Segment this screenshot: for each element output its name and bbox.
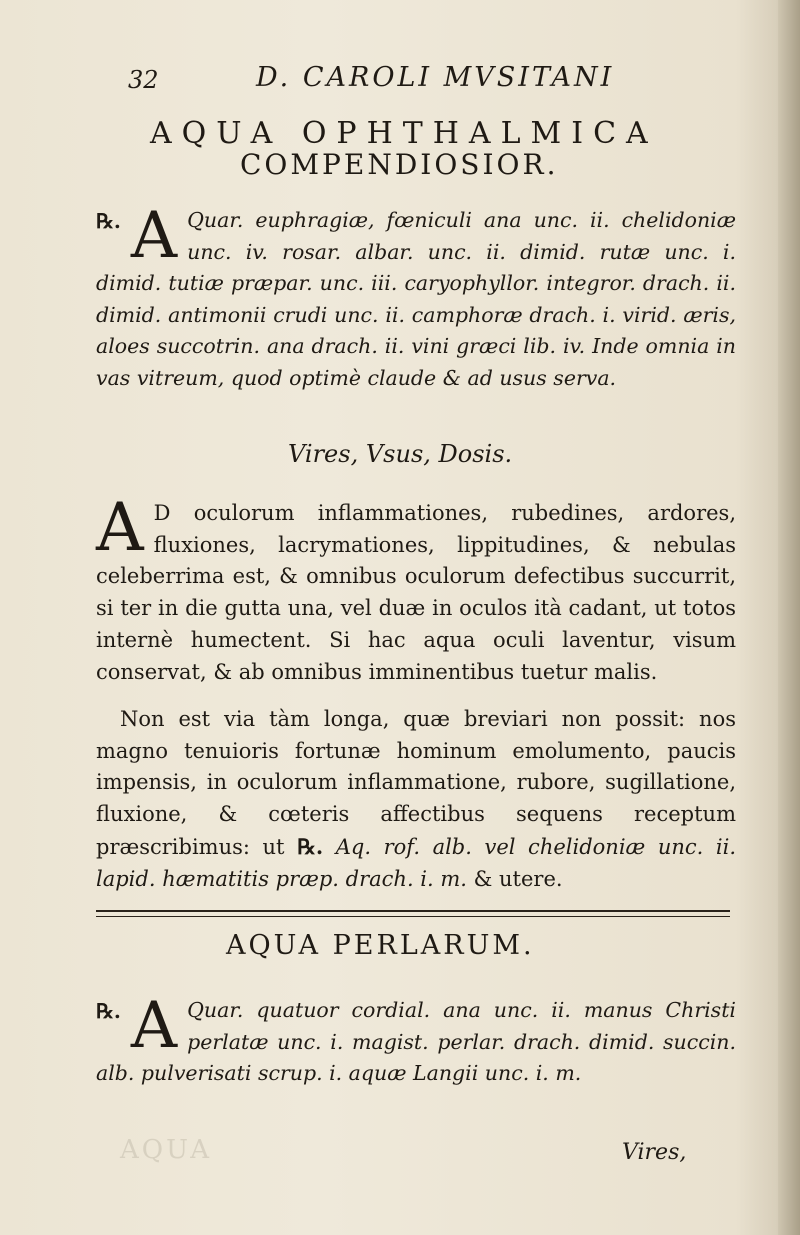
paragraph-text: Non est via tàm longa, quæ breviari non possit: nos magno tenuioris fortunæ hominum emolumento, paucis impensis, in oculorum inflammatione, rubore, sugillatione, fluxione, & cœteris affectibus sequens receptum præscribimus: ut <box>96 707 736 859</box>
rx-symbol: ℞. <box>96 209 121 233</box>
paragraph-text-end: & utere. <box>466 866 563 891</box>
catchword: Vires, <box>622 1140 687 1165</box>
bleed-through-text: AQUA <box>120 1135 212 1165</box>
inline-recipe: Aq. rof. alb. vel chelidoniæ unc. ii. lapid. hæmatitis præp. drach. i. m. <box>96 834 736 891</box>
recipe-ophthalmica <box>96 199 736 394</box>
paragraph-text: D oculorum inflammationes, rubedines, ardores, fluxiones, lacrymationes, lippitudines, & nebulas celeberrima est, & omnibus oculorum defectibus succurrit, si ter in die gutta una, vel duæ in oculos ità cadant, ut totos internè humectent. Si hac aqua oculi laventur, visum conservat, & ab omnibus imminentibus tuetur malis. <box>96 501 736 684</box>
section-subtitle-compendiosior: COMPENDIOSIOR. <box>240 148 559 181</box>
recipe-text: Quar. euphragiæ, fœniculi ana unc. ii. chelidoniæ unc. iv. rosar. albar. unc. ii. dimid. rutæ unc. i. dimid. tutiæ præpar. unc. iii. caryophyllor. integror. drach. ii. dimid. antimonii crudi unc. ii. camphoræ drach. i. virid. æris, aloes succotrin. ana drach. ii. vini græci lib. iv. Inde omnia in vas vitreum, quod optimè claude & ad usus serva. <box>96 208 736 390</box>
paragraph-recipe-note <box>96 704 736 895</box>
running-title: D. CAROLI MVSITANI <box>256 62 615 93</box>
drop-cap: A <box>130 199 178 273</box>
paragraph-uses <box>96 489 736 688</box>
recipe-perlarum <box>96 989 736 1090</box>
drop-cap: A <box>96 489 144 566</box>
recipe-text: Quar. quatuor cordial. ana unc. ii. manus Christi perlatæ unc. i. magist. perlar. drach. dimid. succin. alb. pulverisati scrup. i. aquæ Langii unc. i. m. <box>96 998 736 1085</box>
page-edge <box>778 0 800 1235</box>
drop-cap: A <box>130 989 178 1063</box>
page-number: 32 <box>128 66 159 94</box>
rx-symbol: ℞. <box>297 833 324 859</box>
section-heading-vires: Vires, Vsus, Dosis. <box>288 440 513 468</box>
section-title-perlarum: AQUA PERLARUM. <box>226 930 535 961</box>
page-header <box>128 58 648 98</box>
rx-symbol: ℞. <box>96 999 121 1023</box>
section-title-ophthalmica: AQUA OPHTHALMICA <box>150 116 658 151</box>
horizontal-rule <box>96 910 730 917</box>
